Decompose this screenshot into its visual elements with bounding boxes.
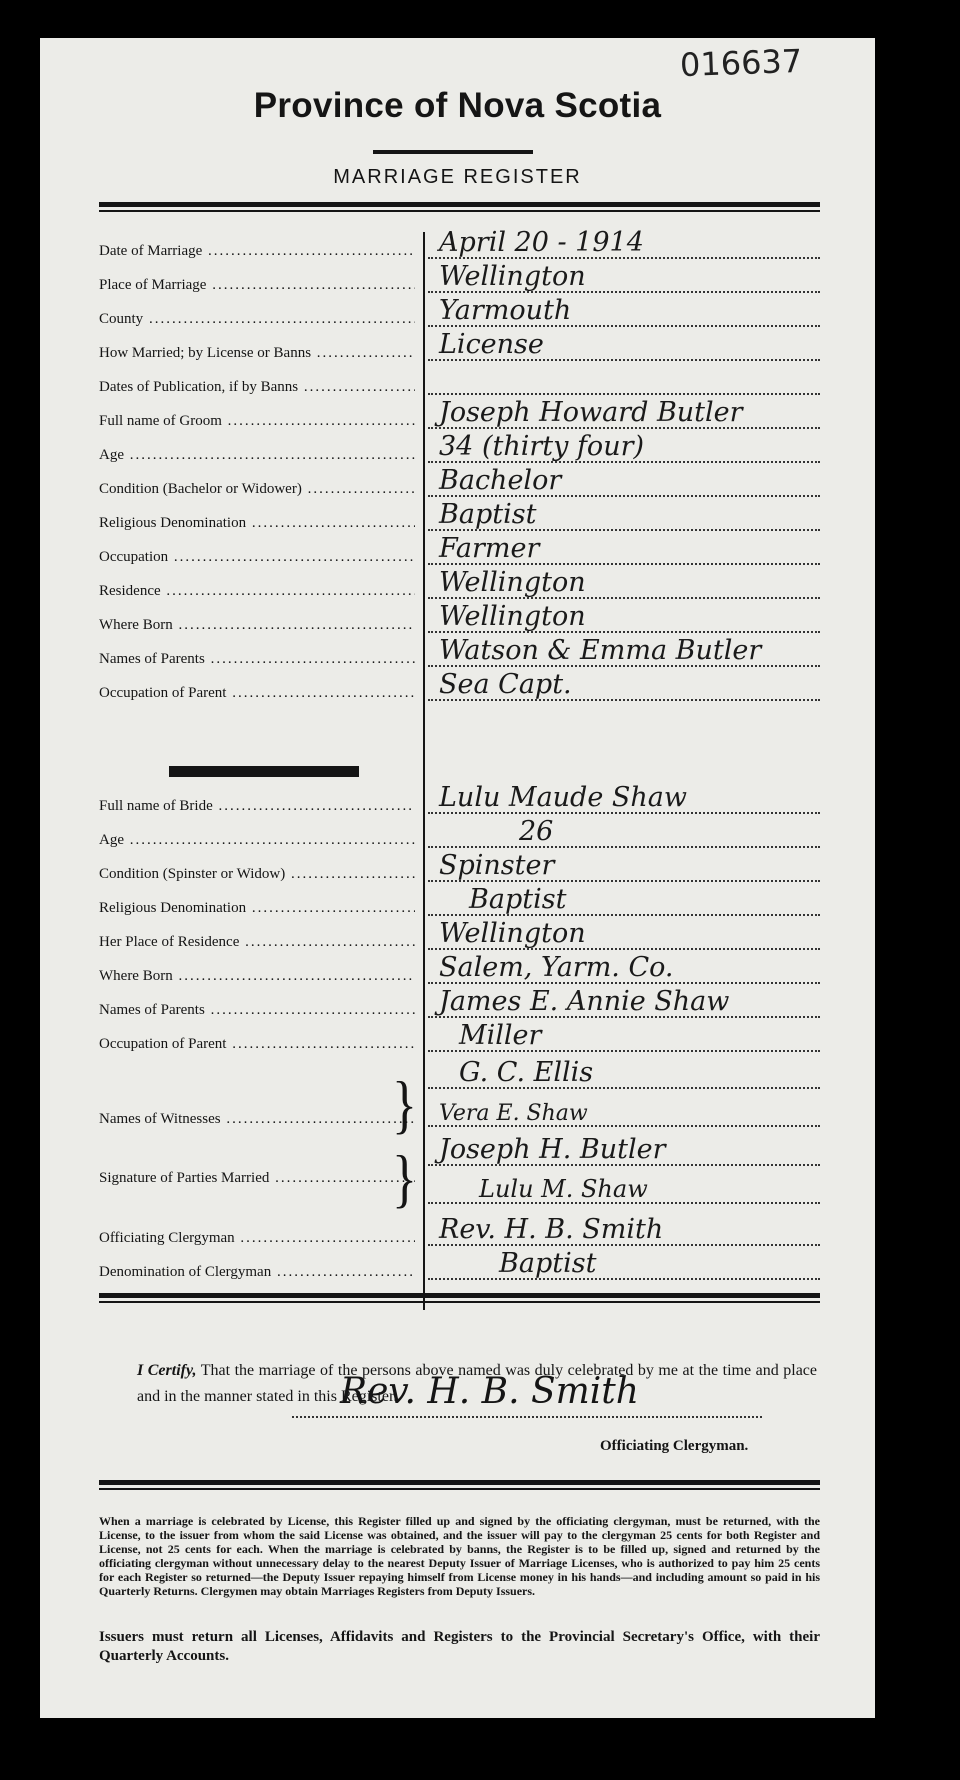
field-row — [99, 295, 820, 332]
field-label: Denomination of Clergyman ..... — [99, 1264, 415, 1281]
field-value: Lulu Maude Shaw — [439, 782, 687, 813]
signature-row-2 — [99, 1170, 820, 1209]
entry-line — [428, 846, 820, 848]
field-value: 26 — [519, 816, 554, 847]
field-label: How Married; by License or Banns ..... — [99, 345, 415, 362]
field-value: James E. Annie Shaw — [439, 986, 730, 1017]
document-number: 016637 — [679, 41, 803, 85]
field-value: Joseph Howard Butler — [439, 397, 743, 428]
field-row — [99, 816, 820, 853]
field-label: Signature of Parties Married ..... — [99, 1170, 415, 1187]
field-value: Baptist — [499, 1248, 597, 1279]
field-value: License — [439, 329, 544, 360]
field-row — [99, 884, 820, 921]
field-label: Age ..... — [99, 447, 415, 464]
field-label: Her Place of Residence ..... — [99, 934, 415, 951]
notes-rule-thin — [99, 1488, 820, 1490]
signature-caption: Officiating Clergyman. — [600, 1438, 749, 1454]
field-value: Wellington — [439, 261, 586, 292]
signature-value: Joseph H. Butler — [439, 1134, 666, 1165]
field-row — [99, 986, 820, 1023]
field-value: Baptist — [469, 884, 567, 915]
header-rule-thin — [99, 210, 820, 212]
field-label: Names of Witnesses ..... — [99, 1111, 415, 1128]
certify-rule — [99, 1293, 820, 1298]
entry-line — [428, 393, 820, 395]
field-label: Officiating Clergyman ..... — [99, 1230, 415, 1247]
field-label: Religious Denomination ..... — [99, 900, 415, 917]
field-value: Yarmouth — [439, 295, 572, 326]
field-label: Where Born ..... — [99, 968, 415, 985]
field-row — [99, 567, 820, 604]
field-row — [99, 499, 820, 536]
field-row — [99, 1020, 820, 1057]
field-row — [99, 782, 820, 819]
form-title: Province of Nova Scotia — [253, 86, 662, 125]
field-row — [99, 601, 820, 638]
title-underline — [373, 150, 533, 154]
field-label: Names of Parents ..... — [99, 1002, 415, 1019]
witness-value: Vera E. Shaw — [439, 1101, 588, 1126]
field-value: Farmer — [439, 533, 540, 564]
form-subtitle: MARRIAGE REGISTER — [333, 166, 582, 188]
field-value: Wellington — [439, 567, 586, 598]
field-row — [99, 366, 820, 400]
clergyman-signature: Rev. H. B. Smith — [340, 1371, 639, 1412]
field-label: Names of Parents ..... — [99, 651, 415, 668]
field-value: Sea Capt. — [439, 669, 572, 700]
field-row — [99, 635, 820, 672]
field-value: Watson & Emma Butler — [439, 635, 762, 666]
field-label: Full name of Bride ..... — [99, 798, 415, 815]
notes-rule — [99, 1480, 820, 1485]
certify-lead: I Certify, — [137, 1362, 197, 1379]
field-label: Residence ..... — [99, 583, 415, 600]
field-row — [99, 329, 820, 366]
witness-brace: } — [392, 1069, 417, 1141]
field-value: April 20 - 1914 — [439, 227, 644, 258]
field-label: Religious Denomination ..... — [99, 515, 415, 532]
field-row — [99, 850, 820, 887]
header-rule — [99, 202, 820, 207]
witness-value: G. C. Ellis — [459, 1057, 594, 1088]
certify-body: That the marriage of the persons above named was duly celebrated by me at the time and place and in the manner stated in this Register. — [137, 1362, 817, 1405]
signature-value: Lulu M. Shaw — [479, 1175, 648, 1203]
field-row — [99, 1248, 820, 1285]
field-value: Salem, Yarm. Co. — [439, 952, 674, 983]
field-value: Spinster — [439, 850, 555, 881]
field-value: Wellington — [439, 918, 586, 949]
signature-row-1 — [99, 1134, 820, 1171]
field-row — [99, 431, 820, 468]
section-separator-bar — [169, 766, 359, 777]
field-label: Occupation of Parent ..... — [99, 1036, 415, 1053]
field-label: Full name of Groom ..... — [99, 413, 415, 430]
field-label: County ..... — [99, 311, 415, 328]
field-value: Rev. H. B. Smith — [439, 1214, 664, 1245]
field-row — [99, 533, 820, 570]
field-value: Wellington — [439, 601, 586, 632]
marriage-register-form — [40, 38, 875, 1718]
field-row — [99, 227, 820, 264]
field-value: 34 (thirty four) — [439, 431, 645, 462]
field-value: Bachelor — [439, 465, 562, 496]
field-row — [99, 952, 820, 989]
field-row — [99, 397, 820, 434]
field-row — [99, 669, 820, 706]
field-value: Miller — [459, 1020, 542, 1051]
field-label: Where Born ..... — [99, 617, 415, 634]
certify-rule-thin — [99, 1301, 820, 1303]
field-label: Place of Marriage ..... — [99, 277, 415, 294]
field-label: Occupation of Parent ..... — [99, 685, 415, 702]
field-label: Occupation ..... — [99, 549, 415, 566]
witness-row-2 — [99, 1098, 820, 1132]
field-value: Baptist — [439, 499, 537, 530]
signature-brace: } — [392, 1143, 417, 1215]
issuers-note: Issuers must return all Licenses, Affidavits and Registers to the Provincial Secretary's Office, with their Quarterly Accounts. — [99, 1629, 820, 1664]
field-row — [99, 918, 820, 955]
field-row — [99, 1214, 820, 1251]
field-label: Date of Marriage ..... — [99, 243, 415, 260]
field-label: Condition (Bachelor or Widower) ..... — [99, 481, 415, 498]
signature-line — [292, 1416, 762, 1418]
witness-row-1 — [99, 1057, 820, 1094]
field-row — [99, 261, 820, 298]
entry-line — [428, 1278, 820, 1280]
field-row — [99, 465, 820, 502]
field-label: Age ..... — [99, 832, 415, 849]
field-label: Dates of Publication, if by Banns ..... — [99, 379, 415, 396]
field-label: Condition (Spinster or Widow) ..... — [99, 866, 415, 883]
instructions-note: When a marriage is celebrated by License, this Register filled up and signed by the officiating clergyman, must be returned, with the License, to the issuer from whom the said License was obtained, and the issuer will pay to the clergyman 25 cents for both Register and License, not 25 cents for each. When the marriage is celebrated by banns, the Register is to be filled up, signed and returned by the officiating clergyman without unnecessary delay to the nearest Deputy Issuer of Marriage Licenses, who is authorized to pay him 25 cents for each Register so returned—the Deputy Issuer repaying himself from License money in his hands—and including amount so paid in his Quarterly Returns. Clergymen may obtain Marriages Registers from Deputy Issuers. — [99, 1514, 820, 1598]
